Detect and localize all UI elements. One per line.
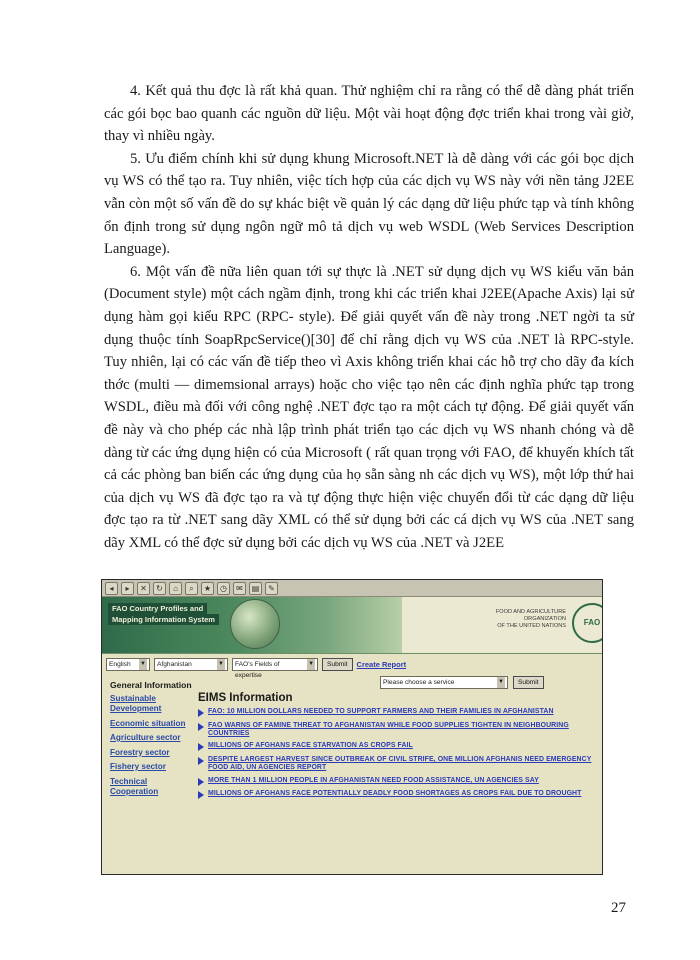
sidebar-item-agriculture-sector[interactable]: Agriculture sector (110, 733, 181, 742)
body-text (104, 80, 634, 554)
create-report-link[interactable]: Create Report (356, 659, 407, 669)
sidebar-item-sustainable-development[interactable]: Sustainable Development (110, 694, 162, 713)
sidebar-heading: General Information (110, 680, 192, 690)
chevron-down-icon: ▼ (217, 659, 225, 670)
banner-subtitle: Mapping Information System (108, 614, 219, 625)
news-link[interactable]: MORE THAN 1 MILLION PEOPLE IN AFGHANISTAN NEED FOOD ASSISTANCE, UN AGENCIES SAY (208, 776, 539, 784)
paragraph-6: 6. Một vấn đề nữa liên quan tới sự thực là .NET sử dụng dịch vụ WS kiểu văn bản (Document style) một cách ngầm định, trong khi các triển khai J2EE(Apache Axis) lại sử dụng hàm gọi kiểu RPC (RPC- style). Để giải quyết vấn đề này trong .NET ngời ta sử dụng thuộc tính SoapRpcService()[30] để chỉ rằng dịch vụ WS của .NET là RPC-style. Tuy nhiên, lại có các vấn đề tiếp theo vì Axis không triển khai các hỗ trợ cho dãy đa kích thớc (multi — dimemsional arrays) hoặc cho việc tạo nên các định nghĩa phức tạp trong WSDL, điều mà đối với công nghệ .NET đợc tạo ra một cách tự động. Để giải quyết vấn đề này và cho phép các nhà lập trình phát triển tạo các dịch vụ WS nhanh chóng và dễ dàng từ các ứng dụng hiện có của Microsoft ( rất quan trọng với FAO, để khuyến khích tất cả các phòng ban biến các ứng dụng của họ sẵn sàng nh các dịch vụ WS), một lớp thứ hai của dịch vụ WS đã đợc tạo ra và tự động thực hiện việc chuyển đổi từ các dạng dữ liệu đợc tạo ra từ .NET sang dãy XML có thể sử dụng bởi các cá dịch vụ WS của .NET sang dãy XML có thể đợc sử dụng bởi các dịch vụ WS của .NET và J2EE (104, 263, 634, 551)
select-value: Afghanistan (157, 660, 192, 668)
page-content (102, 674, 602, 874)
mail-icon[interactable]: ✉ (233, 582, 246, 595)
news-link[interactable]: DESPITE LARGEST HARVEST SINCE OUTBREAK OF CIVIL STRIFE, ONE MILLION AFGHANIS NEED EMERGENCY FOOD AID, UN AGENCIES REPORT (208, 755, 592, 772)
list-item[interactable] (198, 756, 598, 772)
list-item[interactable] (198, 742, 598, 751)
sidebar-item-fishery-sector[interactable]: Fishery sector (110, 762, 166, 771)
language-select[interactable] (106, 658, 150, 671)
banner-org (402, 597, 602, 653)
submit-button[interactable]: Submit (322, 658, 353, 671)
service-select[interactable] (380, 676, 508, 689)
globe-icon (230, 599, 280, 649)
chevron-down-icon: ▼ (307, 659, 315, 670)
page-number: 27 (611, 900, 626, 916)
home-icon[interactable]: ⌂ (169, 582, 182, 595)
list-item[interactable] (198, 790, 598, 799)
service-bar (380, 676, 544, 689)
browser-toolbar (102, 580, 602, 597)
sidebar-item-technical-cooperation[interactable]: Technical Cooperation (110, 776, 159, 796)
news-link[interactable]: FAO: 10 MILLION DOLLARS NEEDED TO SUPPORT FARMERS AND THEIR FAMILIES IN AFGHANISTAN (208, 708, 554, 715)
org-line: FOOD AND AGRICULTURE (495, 609, 566, 615)
select-value: Please choose a service (383, 679, 455, 686)
arrow-bullet-icon (198, 791, 204, 799)
arrow-bullet-icon (198, 757, 204, 765)
expertise-select[interactable] (232, 658, 318, 679)
banner-image (102, 597, 402, 653)
stop-icon[interactable]: ✕ (137, 582, 150, 595)
arrow-bullet-icon (198, 723, 204, 731)
fao-banner (102, 597, 602, 654)
history-icon[interactable]: ◷ (217, 582, 230, 595)
banner-title: FAO Country Profiles and (108, 603, 207, 614)
org-line: ORGANIZATION (523, 616, 566, 622)
news-link[interactable]: MILLIONS OF AFGHANS FACE STARVATION AS CROPS FAIL (208, 742, 413, 750)
select-value: FAO's Fields of expertise (235, 660, 280, 679)
selector-row (102, 654, 602, 679)
sidebar-item-economic-situation[interactable]: Economic situation (110, 718, 186, 728)
list-item[interactable] (198, 777, 598, 786)
country-select[interactable] (154, 658, 228, 671)
news-link[interactable]: FAO WARNS OF FAMINE THREAT TO AFGHANISTAN WHILE FOOD SUPPLIES TIGHTEN IN NEIGHBOURING COUNTRIES (208, 721, 569, 737)
refresh-icon[interactable]: ↻ (153, 582, 166, 595)
forward-icon[interactable]: ▸ (121, 582, 134, 595)
news-list (198, 708, 598, 804)
service-submit-button[interactable]: Submit (513, 676, 544, 689)
paragraph-4: 4. Kết quả thu đợc là rất khả quan. Thử nghiệm chỉ ra rằng có thể dễ dàng phát triển các gói bọc bao quanh các nguồn dữ liệu. Một vài hoạt động đợc triển khai trong vài giờ, thay vì nhiều ngày. (104, 83, 634, 145)
section-title: EIMS Information (198, 692, 293, 704)
news-link[interactable]: MILLIONS OF AFGHANS FACE POTENTIALLY DEADLY FOOD SHORTAGES AS CROPS FAIL DUE TO DROUGHT (208, 790, 582, 798)
org-line: OF THE UNITED NATIONS (497, 623, 566, 629)
select-value: English (109, 660, 131, 668)
org-name (486, 609, 566, 630)
arrow-bullet-icon (198, 778, 204, 786)
fao-screenshot-figure (101, 579, 603, 875)
chevron-down-icon: ▼ (497, 677, 505, 688)
arrow-bullet-icon (198, 709, 204, 717)
edit-icon[interactable]: ✎ (265, 582, 278, 595)
back-icon[interactable]: ◂ (105, 582, 118, 595)
list-item[interactable] (198, 708, 598, 717)
favorites-icon[interactable]: ★ (201, 582, 214, 595)
sidebar-item-forestry-sector[interactable]: Forestry sector (110, 747, 170, 757)
sidebar (110, 680, 192, 801)
arrow-bullet-icon (198, 743, 204, 751)
fao-logo: FAO (572, 603, 603, 643)
chevron-down-icon: ▼ (139, 659, 147, 670)
print-icon[interactable]: ▤ (249, 582, 262, 595)
search-icon[interactable]: ⌕ (185, 582, 198, 595)
list-item[interactable] (198, 722, 598, 738)
paragraph-5: 5. Ưu điểm chính khi sử dụng khung Microsoft.NET là dễ dàng với các gói bọc dịch vụ WS có thể tạo ra. Tuy nhiên, việc tích hợp của các dịch vụ WS này với nền tảng J2EE vẫn còn một số vấn đề do sự khác biệt về quản lý các dạng dữ liệu phức tạp và tính không ổn định trong sử dụng ngôn ngữ mô tả dịch vụ web WSDL (Web Services Description Language). (104, 150, 634, 258)
